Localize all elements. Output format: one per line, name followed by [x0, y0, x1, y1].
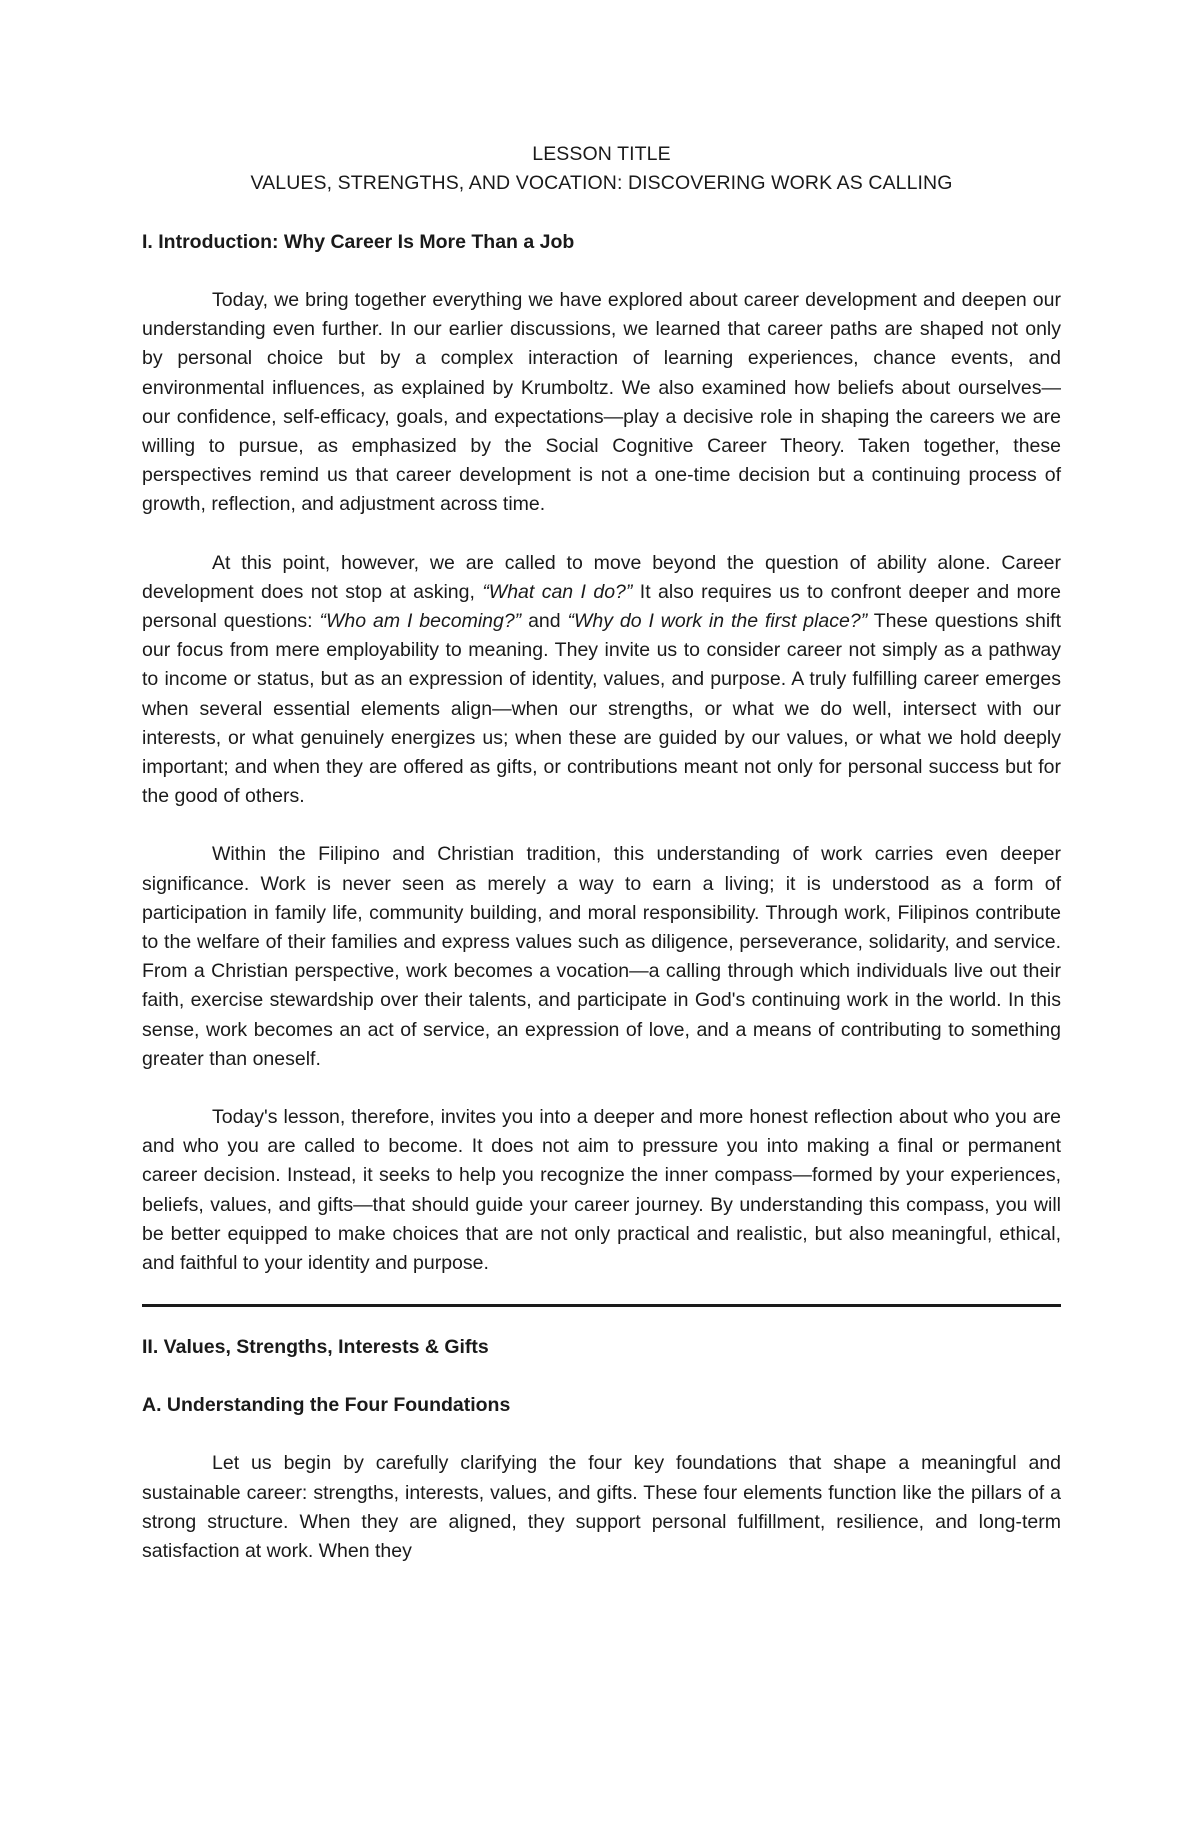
intro-paragraph-2	[142, 549, 1061, 812]
question-what-can-i-do: “What can I do?”	[482, 580, 633, 603]
intro-paragraph-2-text: At this point, however, we are called to move beyond the question of ability alone. Career development does not stop at asking,	[142, 551, 1061, 603]
document-page	[142, 140, 1061, 1566]
intro-paragraph-2-text: It also requires us to confront deeper and more personal questions:	[142, 580, 1061, 633]
question-who-am-i-becoming: “Who am I becoming?”	[319, 610, 522, 633]
lesson-title: VALUES, STRENGTHS, AND VOCATION: DISCOVERING WORK AS CALLING	[250, 172, 953, 194]
section-heading-values-strengths: II. Values, Strengths, Interests & Gifts	[142, 1336, 489, 1359]
lesson-label: LESSON TITLE	[532, 143, 671, 165]
intro-paragraph-4: Today's lesson, therefore, invites you into a deeper and more honest reflection about who you are and who you are called to become. It does not aim to pressure you into making a final or permanent career decision. Instead, it seeks to help you recognize the inner compass—formed by your experiences, beliefs, values, and gifts—that should guide your career journey. By understanding this compass, you will be better equipped to make choices that are not only practical and realistic, but also meaningful, ethical, and faithful to your identity and purpose.	[142, 1106, 1061, 1275]
intro-paragraph-2-text: These questions shift our focus from mere employability to meaning. They invite us to consider career not simply as a pathway to income or status, but as an expression of identity, values, and purpose. A truly fulfilling career emerges when several essential elements align—when our strengths, or what we do well, intersect with our interests, or what genuinely energizes us; when these are guided by our values, or what we hold deeply important; and when they are offered as gifts, or contributions meant not only for personal success but for the good of others.	[142, 610, 1061, 808]
lesson-title-block	[142, 140, 1061, 198]
subsection-heading-four-foundations: A. Understanding the Four Foundations	[142, 1394, 511, 1417]
intro-paragraph-3: Within the Filipino and Christian tradition, this understanding of work carries even deeper significance. Work is never seen as merely a way to earn a living; it is understood as a form of participation in family life, community building, and moral responsibility. Through work, Filipinos contribute to the welfare of their families and express values such as diligence, perseverance, solidarity, and service. From a Christian perspective, work becomes a vocation—a calling through which individuals live out their faith, exercise stewardship over their talents, and participate in God's continuing work in the world. In this sense, work becomes an act of service, an expression of love, and a means of contributing to something greater than oneself.	[142, 843, 1061, 1070]
foundations-paragraph-1: Let us begin by carefully clarifying the four key foundations that shape a meaningful and sustainable career: strengths, interests, values, and gifts. These four elements function like the pillars of a strong structure. When they are aligned, they support personal fulfillment, resilience, and long-term satisfaction at work. When they	[142, 1452, 1061, 1562]
intro-paragraph-1: Today, we bring together everything we have explored about career development and deepen our understanding even further. In our earlier discussions, we learned that career paths are shaped not only by personal choice but by a complex interaction of learning experiences, chance events, and environmental influences, as explained by Krumboltz. We also examined how beliefs about ourselves—our confidence, self-efficacy, goals, and expectations—play a decisive role in shaping the careers we are willing to pursue, as emphasized by the Social Cognitive Career Theory. Taken together, these perspectives remind us that career development is not a one-time decision but a continuing process of growth, reflection, and adjustment across time.	[142, 289, 1061, 516]
section-heading-introduction: I. Introduction: Why Career Is More Than a Job	[142, 231, 575, 253]
intro-paragraph-2-text: and	[521, 610, 568, 633]
question-why-do-i-work: “Why do I work in the first place?”	[567, 610, 868, 633]
